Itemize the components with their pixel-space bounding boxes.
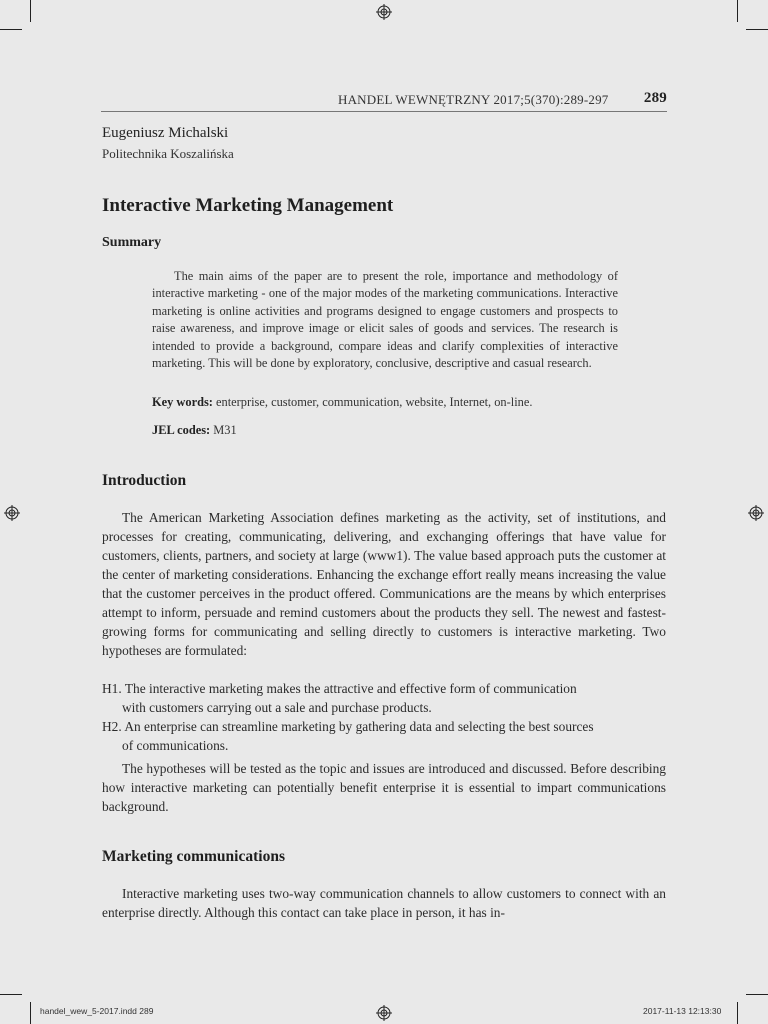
crop-mark	[746, 29, 768, 30]
author-affiliation: Politechnika Koszalińska	[102, 146, 234, 161]
paragraph-text: Interactive marketing uses two-way communication channels to allow customers to connect with an enterprise directly. Although this contact can take place in person, it has in-	[102, 886, 666, 920]
crop-mark	[0, 29, 22, 30]
hypothesis-h2	[102, 717, 666, 755]
summary-heading: Summary	[102, 235, 162, 250]
abstract-text: The main aims of the paper are to present the role, importance and methodology of interactive marketing - one of the major modes of the marketing communications. Interactive marketing is online activities and programs designed to engage customers and prospects to raise awareness, and improve image or elicit sales of goods and services. The research is intended to provide a background, compare ideas and clarify complexities of interactive marketing. This will be done by exploratory, conclusive, descriptive and casual research.	[152, 269, 618, 371]
section-heading-marketing-communications: Marketing communications	[102, 848, 285, 865]
hypothesis-h1	[102, 679, 666, 717]
article-title: Interactive Marketing Management	[102, 195, 394, 216]
marketing-communications-paragraph	[102, 884, 666, 922]
crop-mark	[737, 1002, 738, 1024]
paragraph-text: The hypotheses will be tested as the topic and issues are introduced and discussed. Before describing how interactive marketing can potentially benefit enterprise it is essential to impart communications background.	[102, 761, 666, 814]
abstract	[152, 268, 618, 372]
introduction-paragraph	[102, 759, 666, 816]
crop-mark	[0, 994, 22, 995]
jel-codes-line	[152, 423, 237, 438]
keywords-label: Key words:	[152, 395, 213, 409]
slug-timestamp: 2017-11-13 12:13:30	[643, 1006, 722, 1016]
jel-label: JEL codes:	[152, 423, 211, 437]
registration-mark-icon	[376, 1005, 392, 1021]
registration-mark-icon	[376, 4, 392, 20]
hypothesis-line: H2. An enterprise can streamline marketing by gathering data and selecting the best sources	[102, 719, 594, 734]
hypothesis-line: H1. The interactive marketing makes the attractive and effective form of communication	[102, 681, 577, 696]
header-rule	[101, 111, 667, 112]
crop-mark	[737, 0, 738, 22]
keywords-line	[152, 395, 622, 410]
page-number: 289	[643, 90, 667, 106]
crop-mark	[30, 1002, 31, 1024]
jel-value: M31	[213, 423, 237, 437]
crop-mark	[746, 994, 768, 995]
hypothesis-line: with customers carrying out a sale and purchase products.	[122, 700, 432, 715]
registration-mark-icon	[748, 505, 764, 521]
introduction-paragraph	[102, 508, 666, 660]
author-name: Eugeniusz Michalski	[102, 125, 229, 141]
keywords-value: enterprise, customer, communication, website, Internet, on-line.	[216, 395, 533, 409]
paragraph-text: The American Marketing Association defines marketing as the activity, set of institutions, and processes for creating, communicating, delivering, and exchanging offerings that have value for customers, clients, partners, and society at large (www1). The value based approach puts the customer at the center of marketing considerations. Enhancing the exchange effort really means increasing the value that the customer perceives in the product offered. Communications are the means by which enterprises attempt to inform, persuade and remind customers about the products they sell. The newest and fastest-growing forms for communicating and selling directly to customers is interactive marketing. Two hypotheses are formulated:	[102, 510, 666, 658]
journal-citation: HANDEL WEWNĘTRZNY 2017;5(370):289-297	[338, 92, 609, 107]
hypothesis-line: of communications.	[122, 738, 229, 753]
registration-mark-icon	[4, 505, 20, 521]
section-heading-introduction: Introduction	[102, 472, 187, 489]
crop-mark	[30, 0, 31, 22]
slug-file-info: handel_wew_5-2017.indd 289	[40, 1006, 154, 1016]
